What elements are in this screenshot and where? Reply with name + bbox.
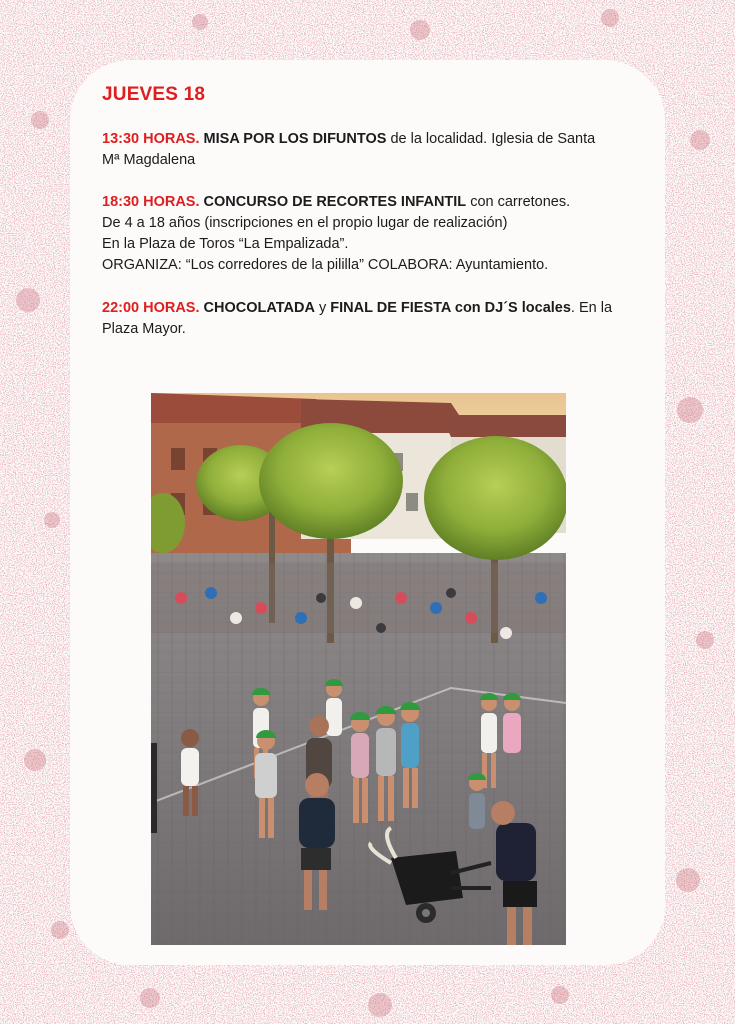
event-time: 18:30 HORAS.: [102, 194, 200, 210]
event-time: 13:30 HORAS.: [102, 131, 200, 147]
plaza-festival-photo: [151, 393, 566, 945]
plaza-photo-illustration: [151, 393, 566, 945]
day-title: JUEVES 18: [102, 84, 206, 105]
event-location: En la Plaza de Toros “La Empalizada”.: [102, 236, 349, 252]
event-concurso-line-1: [102, 192, 642, 213]
event-title: CONCURSO DE RECORTES INFANTIL: [203, 194, 467, 210]
event-title-secondary: FINAL DE FIESTA con DJ´S locales: [330, 300, 571, 316]
event-organizers: ORGANIZA: “Los corredores de la pililla” COLABORA: Ayuntamiento.: [102, 257, 549, 273]
event-misa: [102, 129, 642, 171]
event-time: 22:00 HORAS.: [102, 300, 200, 316]
event-concurso: [102, 192, 642, 276]
event-title: MISA POR LOS DIFUNTOS: [203, 131, 387, 147]
event-text: . En la: [570, 300, 613, 316]
event-chocolatada: [102, 298, 642, 340]
event-text-continued: Plaza Mayor.: [102, 321, 186, 337]
event-text: con carretones.: [466, 194, 571, 210]
event-text: de la localidad. Iglesia de Santa: [386, 131, 596, 147]
event-title: CHOCOLATADA: [203, 300, 315, 316]
event-chocolatada-line-1: [102, 298, 642, 319]
event-age-range: De 4 a 18 años (inscripciones en el propio lugar de realización): [102, 215, 508, 231]
event-connector: y: [314, 300, 331, 316]
event-misa-line-1: [102, 129, 642, 150]
event-text-continued: Mª Magdalena: [102, 152, 196, 168]
